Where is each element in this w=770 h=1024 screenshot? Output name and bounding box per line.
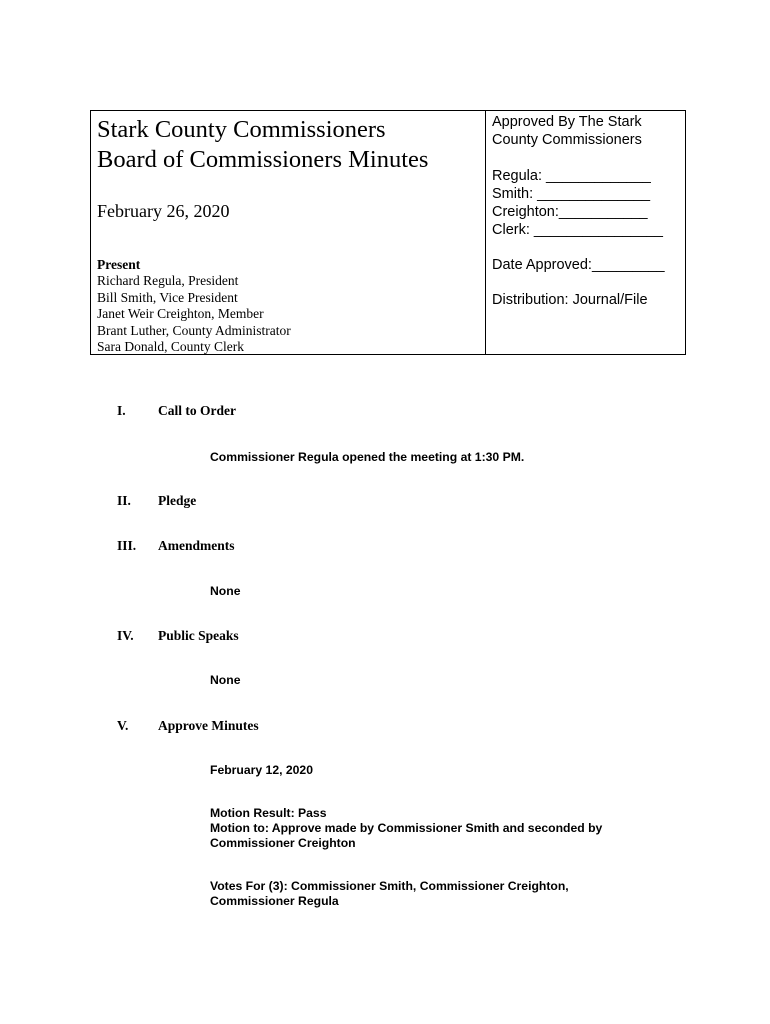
minutes-date: February 12, 2020	[210, 763, 313, 777]
present-member: Janet Weir Creighton, Member	[97, 306, 264, 322]
motion-to-line-1: Motion to: Approve made by Commissioner Smith and seconded by	[210, 821, 603, 835]
present-member: Bill Smith, Vice President	[97, 289, 238, 305]
section-title-amendments: Amendments	[158, 538, 235, 553]
approval-heading	[492, 113, 642, 149]
signature-regula: Regula: _____________	[492, 168, 651, 184]
header-right-cell	[486, 111, 685, 354]
signature-creighton: Creighton:___________	[492, 204, 648, 220]
date-approved: Date Approved:_________	[492, 257, 665, 273]
signature-smith: Smith: ______________	[492, 186, 651, 202]
section-title-approve-minutes: Approve Minutes	[158, 718, 259, 733]
motion-to-line-2: Commissioner Creighton	[210, 836, 356, 850]
section-title-call-to-order: Call to Order	[158, 403, 236, 418]
section-number: III.	[117, 538, 137, 553]
present-member: Brant Luther, County Administrator	[97, 322, 291, 338]
title-line-2: Board of Commissioners Minutes	[97, 146, 429, 173]
document-title	[97, 115, 428, 175]
present-member: Sara Donald, County Clerk	[97, 339, 244, 355]
call-to-order-text: Commissioner Regula opened the meeting at 1:30 PM.	[210, 450, 525, 464]
motion-block	[210, 806, 602, 851]
present-member: Richard Regula, President	[97, 273, 239, 289]
votes-block	[210, 879, 569, 909]
votes-line-2: Commissioner Regula	[210, 894, 339, 908]
public-speaks-text: None	[210, 673, 241, 687]
approval-line-1: Approved By The Stark	[492, 114, 642, 130]
meeting-date: February 26, 2020	[97, 201, 230, 221]
section-number: IV.	[117, 628, 134, 643]
present-list	[97, 257, 291, 355]
distribution: Distribution: Journal/File	[492, 292, 648, 308]
section-number: I.	[117, 403, 126, 418]
header-table	[90, 110, 686, 355]
title-line-1: Stark County Commissioners	[97, 116, 386, 143]
signature-clerk: Clerk: ________________	[492, 222, 663, 238]
approval-line-2: County Commissioners	[492, 132, 642, 148]
section-number: V.	[117, 718, 129, 733]
section-title-public-speaks: Public Speaks	[158, 628, 239, 643]
header-left-cell	[91, 111, 486, 354]
present-heading: Present	[97, 257, 141, 272]
signature-lines	[492, 167, 663, 239]
votes-line-1: Votes For (3): Commissioner Smith, Commissioner Creighton,	[210, 879, 569, 893]
amendments-text: None	[210, 584, 241, 598]
section-title-pledge: Pledge	[158, 493, 197, 508]
motion-result: Motion Result: Pass	[210, 806, 327, 820]
section-number: II.	[117, 493, 131, 508]
